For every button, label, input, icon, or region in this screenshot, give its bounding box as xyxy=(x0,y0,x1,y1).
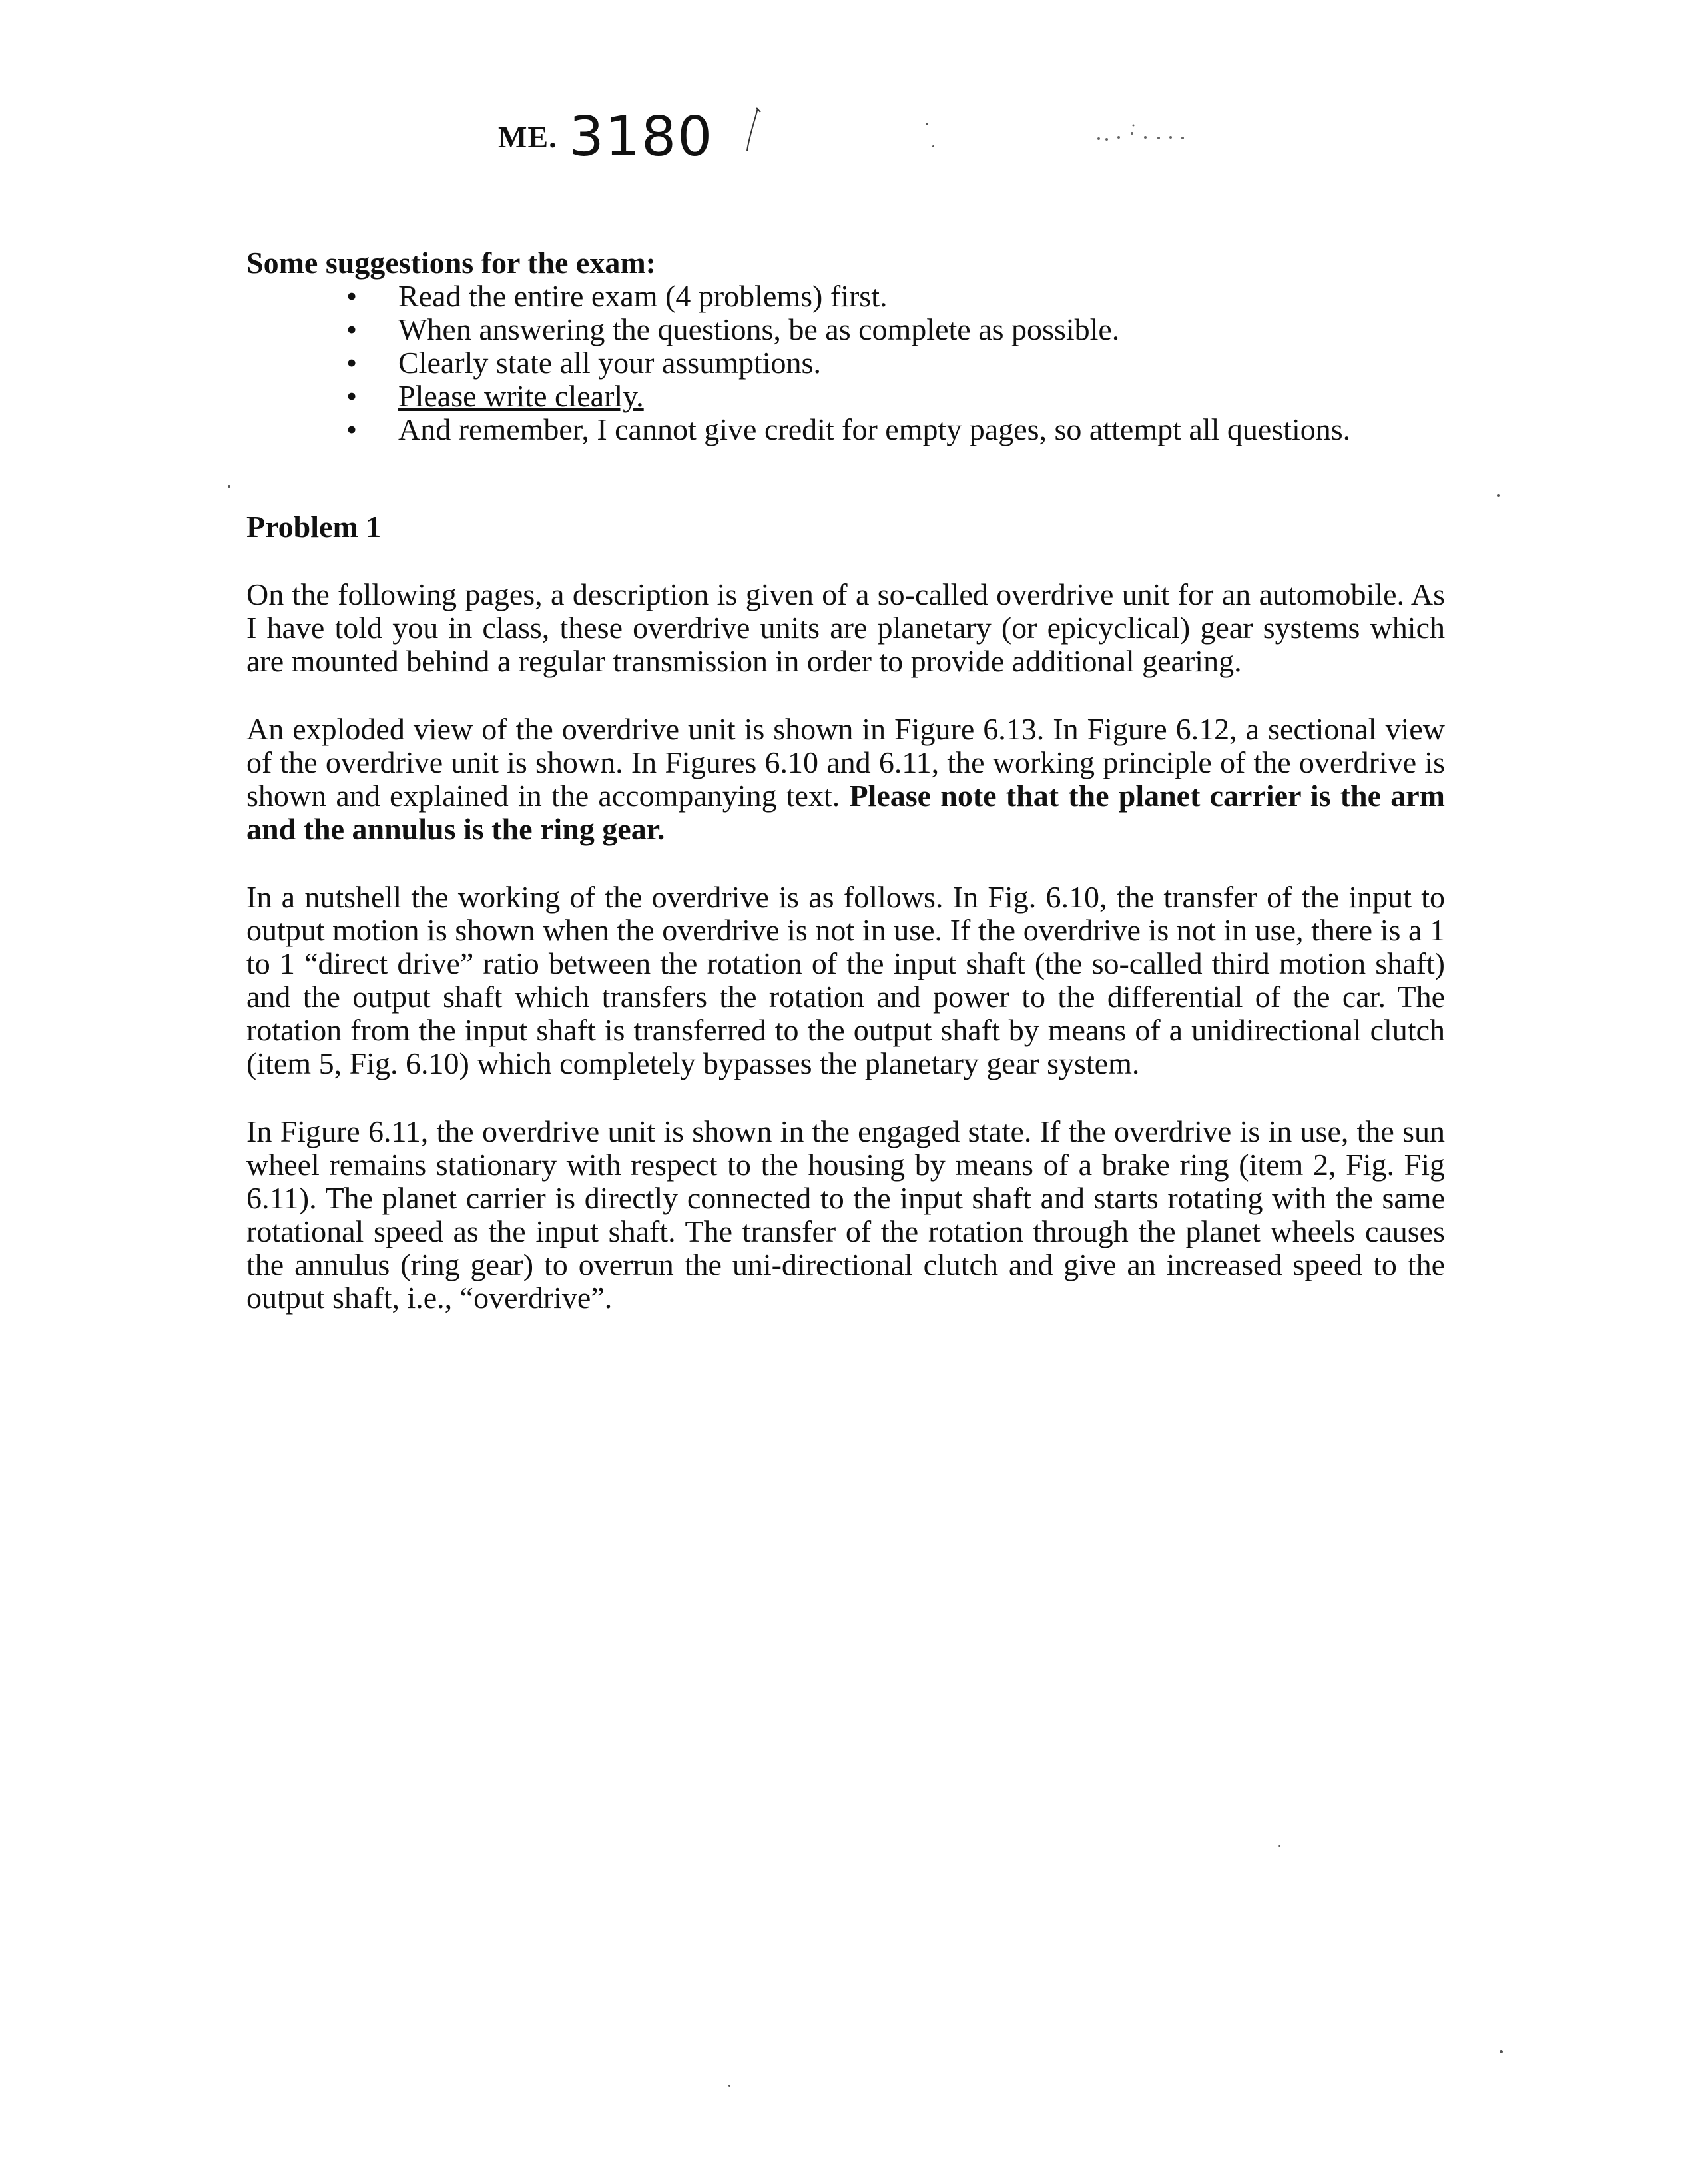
course-code: ME. xyxy=(498,119,557,154)
bullet-icon: • xyxy=(346,346,358,380)
list-item-text-underlined: Please write clearly. xyxy=(398,379,644,413)
suggestions-list xyxy=(246,280,1445,446)
scan-speck xyxy=(932,145,934,147)
course-number-handwritten: 3180 xyxy=(569,105,714,169)
problem-paragraph-1: On the following pages, a description is given of a so-called overdrive unit for an automobile. As I have told you in class, these overdrive units are planetary (or epicyclical) gear systems which are mounted behind a regular transmission in order to provide additional gearing. xyxy=(246,577,1445,678)
scan-speck xyxy=(1497,494,1500,497)
list-item xyxy=(246,280,1445,313)
bullet-icon: • xyxy=(346,279,358,313)
handwritten-slash-mark xyxy=(743,107,763,153)
suggestions-heading: Some suggestions for the exam: xyxy=(246,246,656,280)
problem-paragraph-2 xyxy=(246,713,1445,846)
bullet-icon: • xyxy=(346,312,358,346)
paragraph-2-text: An exploded view of the overdrive unit is shown in Figure 6.13. In Figure 6.12, a sectional view of the overdrive unit is shown. In Figures 6.10 and 6.11, the working principle of the overdrive is shown and explained in the accompanying text. xyxy=(246,712,1445,813)
exam-page-content xyxy=(246,246,1445,1349)
scan-speck xyxy=(728,2085,730,2087)
course-header xyxy=(498,100,713,173)
problem-title: Problem 1 xyxy=(246,510,382,544)
scan-speck xyxy=(1500,2050,1503,2053)
bullet-icon: • xyxy=(346,412,358,446)
scan-speck xyxy=(1278,1845,1280,1847)
list-item xyxy=(246,413,1445,446)
problem-paragraph-4: In Figure 6.11, the overdrive unit is shown in the engaged state. If the overdrive is in use, the sun wheel remains stationary with respect to the housing by means of a brake ring (item 2, Fig. Fig 6.11). The planet carrier is directly connected to the input shaft and starts rotating with the same rotational speed as the input shaft. The transfer of the rotation through the planet wheels causes the annulus (ring gear) to overrun the uni-directional clutch and give an increased speed to the output shaft, i.e., “overdrive”. xyxy=(246,1114,1445,1315)
list-item-text: Read the entire exam (4 problems) first. xyxy=(398,279,888,313)
scan-speck xyxy=(926,123,928,125)
paragraph-2-bold-note: Please note that the planet carrier is the arm and the annulus is the ring gear. xyxy=(246,779,1445,846)
list-item-text: Clearly state all your assumptions. xyxy=(398,346,821,380)
list-item-text: And remember, I cannot give credit for empty pages, so attempt all questions. xyxy=(398,412,1351,446)
problem-paragraph-3: In a nutshell the working of the overdrive is as follows. In Fig. 6.10, the transfer of the input to output motion is shown when the overdrive is not in use. If the overdrive is not in use, there is a 1 to 1 “direct drive” ratio between the rotation of the input shaft (the so-called third motion shaft) and the output shaft which transfers the rotation and power to the differential of the car. The rotation from the input shaft is transferred to the output shaft by means of a unidirectional clutch (item 5, Fig. 6.10) which completely bypasses the planetary gear system. xyxy=(246,880,1445,1080)
scan-speck xyxy=(228,485,230,488)
list-item xyxy=(246,380,1445,413)
scan-specks xyxy=(1092,119,1212,145)
list-item xyxy=(246,313,1445,346)
list-item xyxy=(246,346,1445,380)
bullet-icon: • xyxy=(346,379,358,413)
list-item-text: When answering the questions, be as complete as possible. xyxy=(398,312,1120,346)
